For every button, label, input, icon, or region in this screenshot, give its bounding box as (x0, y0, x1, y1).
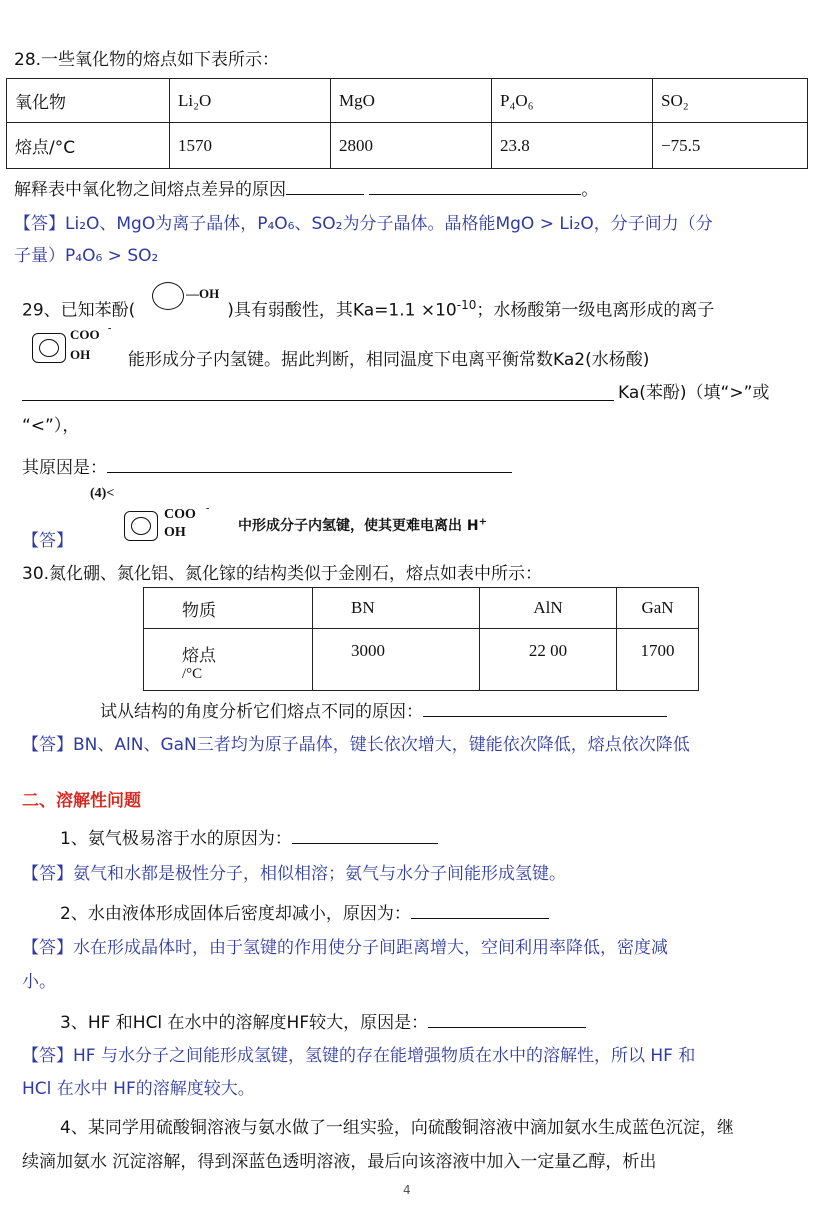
s2-a1: 【答】氨气和水都是极性分子，相似相溶；氨气与水分子间能形成氢键。 (22, 864, 566, 884)
q28-table (6, 78, 808, 169)
q30-value-cell: 1700 (617, 629, 699, 691)
s2-a2-line2: 小。 (22, 972, 56, 992)
q29-answer-text: 中形成分子内氢键，使其更难电离出 H+ (238, 516, 487, 534)
q28-header-cell: P₄O₆ (492, 79, 653, 123)
q28-row-label: 熔点/°C (7, 123, 170, 169)
q28-value-cell: 2800 (331, 123, 492, 169)
salicylate-answer-structure-icon: COO - OH (122, 505, 232, 545)
q28-value-cell: −75.5 (653, 123, 808, 169)
q30-table (143, 587, 699, 691)
q30-header-cell: AlN (480, 588, 617, 629)
q30-value-cell: 3000 (313, 629, 480, 691)
q29-line3: Ka(苯酚)（填“>”或 (618, 383, 770, 403)
s2-a3-line1: 【答】HF 与水分子之间能形成氢键，氢键的存在能增强物质在水中的溶解性，所以 HF 和 (22, 1046, 696, 1066)
phenol-structure-icon: —OH (150, 280, 232, 312)
s2-q4-line1: 4、某同学用硫酸铜溶液与氨水做了一组实验，向硫酸铜溶液中滴加氨水生成蓝色沉淀，继 (60, 1118, 734, 1138)
s2-q1: 1、氨气极易溶于水的原因为： (60, 827, 438, 850)
q30-question: 试从结构的角度分析它们熔点不同的原因： (100, 700, 667, 723)
q28-header-cell: Li₂O (170, 79, 331, 123)
q30-row-label: 熔点 /°C (144, 629, 313, 691)
q30-header-cell: GaN (617, 588, 699, 629)
q30-answer: 【答】BN、AlN、GaN三者均为原子晶体，键长依次增大，键能依次降低，熔点依次降低 (22, 735, 690, 755)
q28-question: 解释表中氧化物之间熔点差异的原因 。 (14, 180, 599, 200)
q28-header-cell: 氧化物 (7, 79, 170, 123)
q28-header-cell: SO₂ (653, 79, 808, 123)
s2-a2-line1: 【答】水在形成晶体时，由于氢键的作用使分子间距离增大，空间利用率降低，密度减 (22, 938, 668, 958)
q30-header-cell: 物质 (144, 588, 313, 629)
section2-heading: 二、溶解性问题 (22, 791, 141, 811)
q29-intro: 29、已知苯酚( )具有弱酸性，其$Ka=1.1 \times 10^{-10}$；水杨酸第一级电离形成的离子 (22, 298, 715, 321)
q29-answer-blank (22, 400, 614, 401)
q28-value-cell: 23.8 (492, 123, 653, 169)
q30-title: 30.氮化硼、氮化铝、氮化镓的结构类似于金刚石，熔点如表中所示： (22, 564, 543, 584)
q28-title: 28.一些氧化物的熔点如下表所示： (14, 50, 280, 70)
s2-q2: 2、水由液体形成固体后密度却减小，原因为： (60, 902, 549, 925)
q29-reason: 其原因是： (22, 456, 512, 479)
s2-q3: 3、HF 和HCl 在水中的溶解度HF较大，原因是： (60, 1011, 586, 1034)
s2-q4-line2: 续滴加氨水 沉淀溶解，得到深蓝色透明溶液，最后向该溶液中加入一定量乙醇，析出 (22, 1152, 657, 1172)
q28-answer-line1: 【答】Li₂O、MgO为离子晶体，P₄O₆、SO₂为分子晶体。晶格能MgO > Li₂O，分子间力（分 (14, 214, 713, 234)
q29-line4: “<”）， (22, 416, 80, 436)
q28-header-cell: MgO (331, 79, 492, 123)
q29-line2: 能形成分子内氢键。据此判断，相同温度下电离平衡常数Ka2(水杨酸) (128, 350, 650, 370)
q29-answer-label: 【答】 (22, 531, 73, 551)
q30-value-cell: 22 00 (480, 629, 617, 691)
q29-answer-prefix: (4)< (90, 486, 115, 501)
s2-a3-line2: HCl 在水中 HF的溶解度较大。 (22, 1079, 255, 1099)
q28-value-cell: 1570 (170, 123, 331, 169)
salicylate-ion-structure-icon: COO - OH (30, 327, 126, 371)
q30-header-cell: BN (313, 588, 480, 629)
page-number: 4 (403, 1183, 411, 1197)
q28-answer-line2: 子量）P₄O₆ > SO₂ (14, 246, 159, 266)
